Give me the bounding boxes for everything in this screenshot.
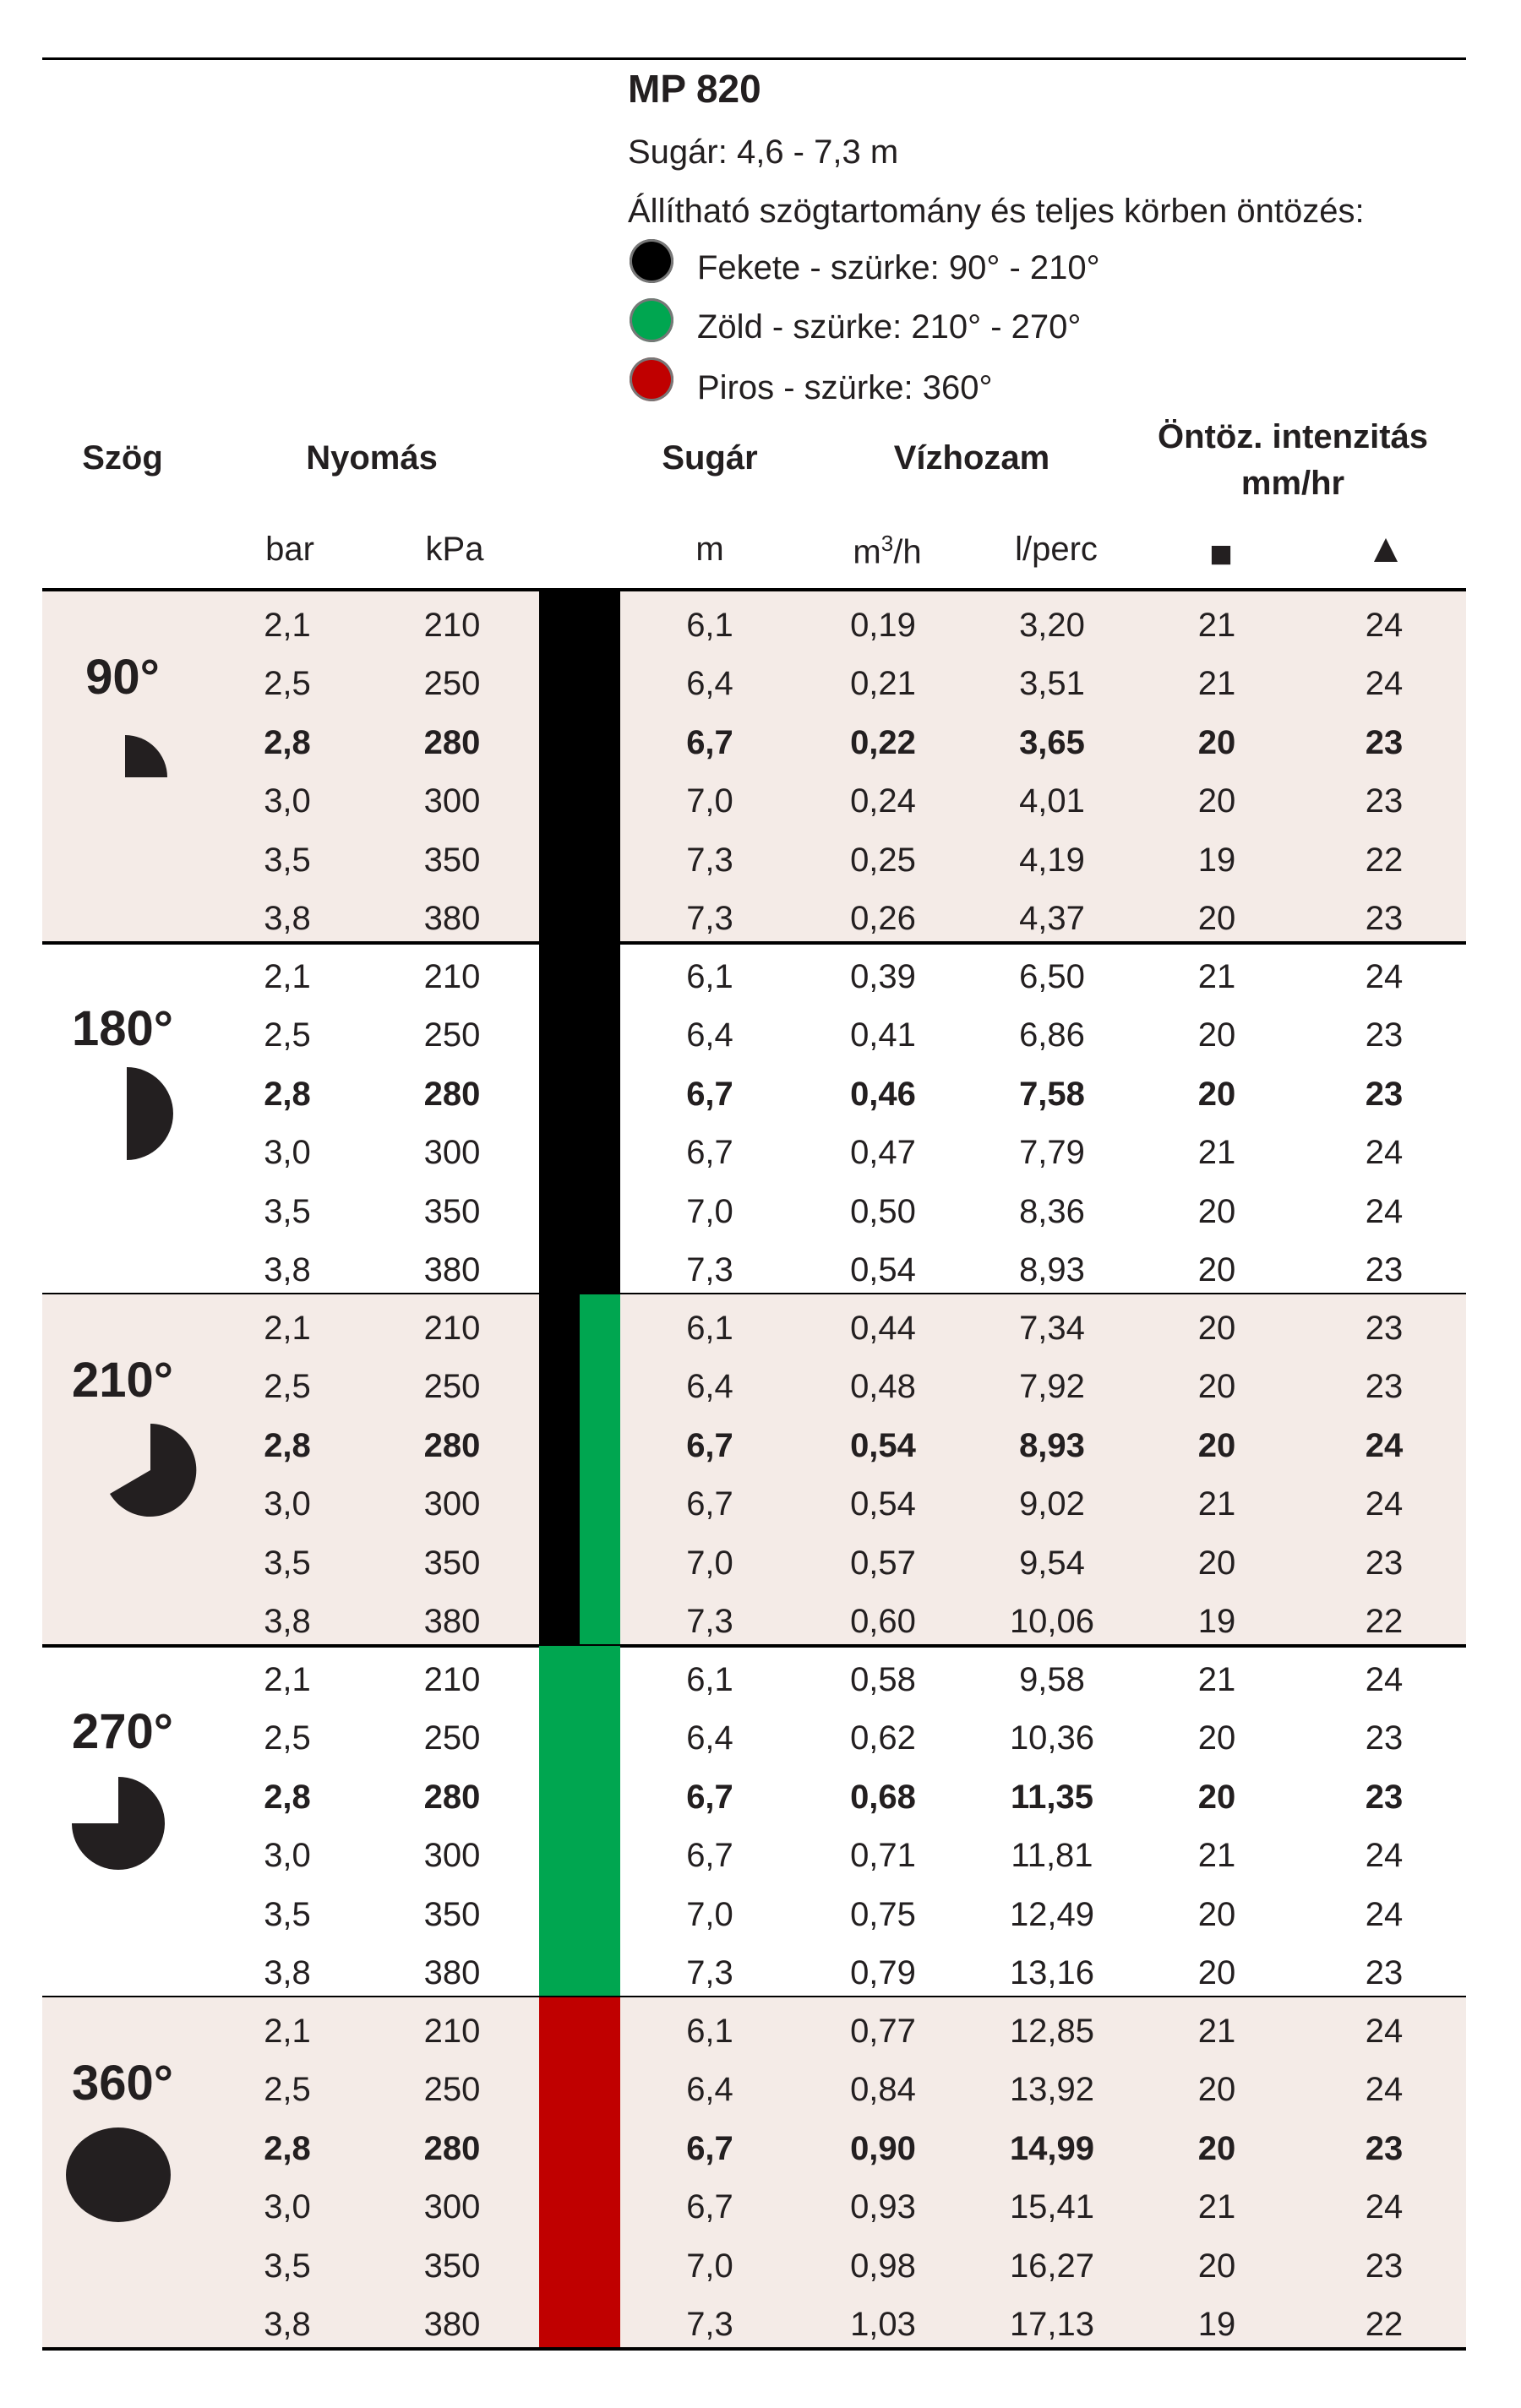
cell-lperc: 8,36 [1019, 1192, 1085, 1230]
cell-lperc: 10,36 [1009, 1719, 1095, 1757]
cell-bar: 3,5 [264, 2247, 311, 2285]
unit-bar: bar [265, 531, 314, 568]
cell-m: 7,0 [686, 1192, 733, 1230]
cell-kpa: 350 [423, 1544, 481, 1582]
cell-bar: 2,8 [264, 1426, 311, 1464]
cell-sq: 21 [1197, 2188, 1236, 2226]
cell-tri: 23 [1365, 1251, 1404, 1288]
cell-tri: 23 [1365, 1544, 1404, 1582]
table-row [42, 1650, 1466, 1709]
legend-dot-red [630, 357, 673, 401]
cell-sq: 21 [1197, 607, 1236, 644]
cell-bar: 3,0 [264, 1837, 311, 1875]
cell-kpa: 380 [423, 1954, 481, 1991]
cell-m: 6,7 [686, 1837, 733, 1875]
angle-label: 90° [85, 650, 160, 705]
cell-sq: 20 [1197, 900, 1236, 937]
cell-sq: 20 [1197, 1954, 1236, 1991]
cell-sq: 20 [1197, 782, 1236, 820]
cell-m: 6,4 [686, 2071, 733, 2109]
cell-bar: 2,1 [264, 607, 311, 644]
cell-kpa: 250 [423, 665, 481, 703]
cell-lperc: 16,27 [1009, 2247, 1095, 2285]
legend-dot-black [630, 239, 673, 283]
cell-m3h: 0,79 [850, 1954, 916, 1991]
unit-m3h [824, 531, 951, 571]
cell-m3h: 0,22 [850, 723, 916, 761]
cell-bar: 3,8 [264, 1603, 311, 1640]
table-row [42, 713, 1466, 772]
cell-tri: 23 [1365, 723, 1404, 761]
cell-bar: 3,0 [264, 1485, 311, 1523]
table-row [42, 2119, 1466, 2178]
cell-lperc: 17,13 [1009, 2306, 1095, 2343]
cell-tri: 24 [1365, 1485, 1404, 1523]
cell-tri: 24 [1365, 1895, 1404, 1933]
top-rule [42, 57, 1466, 60]
cell-bar: 3,5 [264, 1895, 311, 1933]
table-row [42, 1240, 1466, 1299]
cell-sq: 20 [1197, 1778, 1236, 1816]
cell-bar: 2,1 [264, 1661, 311, 1698]
legend-label-black: Fekete - szürke: 90° - 210° [697, 249, 1100, 286]
cell-m: 6,1 [686, 1310, 733, 1347]
cell-tri: 23 [1365, 1719, 1404, 1757]
cell-bar: 3,8 [264, 1954, 311, 1991]
cell-kpa: 300 [423, 782, 481, 820]
cell-lperc: 9,02 [1019, 1485, 1085, 1523]
cell-m: 6,4 [686, 1016, 733, 1054]
cell-kpa: 250 [423, 1016, 481, 1054]
cell-kpa: 210 [423, 1661, 481, 1698]
cell-m: 7,3 [686, 1603, 733, 1640]
cell-tri: 24 [1365, 1661, 1404, 1698]
cell-m3h: 0,58 [850, 1661, 916, 1698]
cell-sq: 21 [1197, 1837, 1236, 1875]
cell-lperc: 6,50 [1019, 958, 1085, 995]
cell-sq: 20 [1197, 2071, 1236, 2109]
cell-lperc: 7,92 [1019, 1368, 1085, 1406]
cell-m3h: 0,75 [850, 1895, 916, 1933]
cell-m: 7,3 [686, 900, 733, 937]
cell-sq: 20 [1197, 1368, 1236, 1406]
table-row [42, 2236, 1466, 2296]
cell-m3h: 0,19 [850, 607, 916, 644]
cell-m: 6,7 [686, 1134, 733, 1172]
cell-kpa: 350 [423, 2247, 481, 2285]
cell-m: 6,7 [686, 723, 733, 761]
cell-bar: 3,5 [264, 1192, 311, 1230]
cell-sq: 21 [1197, 1485, 1236, 1523]
cell-kpa: 280 [423, 1778, 481, 1816]
cell-tri: 24 [1365, 1134, 1404, 1172]
cell-tri: 24 [1365, 665, 1404, 703]
cell-tri: 24 [1365, 2013, 1404, 2050]
cell-m3h: 0,93 [850, 2188, 916, 2226]
cell-m: 7,3 [686, 841, 733, 879]
cell-bar: 3,8 [264, 2306, 311, 2343]
table-row [42, 1768, 1466, 1827]
cell-kpa: 250 [423, 1368, 481, 1406]
cell-lperc: 7,79 [1019, 1134, 1085, 1172]
header-angle: Szög [82, 439, 163, 477]
table-row [42, 1534, 1466, 1593]
legend-dot-green [630, 298, 673, 342]
table-row [42, 1592, 1466, 1651]
cell-bar: 2,8 [264, 1778, 311, 1816]
unit-lperc: l/perc [1015, 531, 1098, 568]
cell-sq: 20 [1197, 1544, 1236, 1582]
cell-sq: 20 [1197, 723, 1236, 761]
cell-bar: 3,0 [264, 2188, 311, 2226]
cell-sq: 20 [1197, 2129, 1236, 2167]
cell-sq: 20 [1197, 1075, 1236, 1113]
cell-m: 6,1 [686, 607, 733, 644]
angle-label: 210° [72, 1353, 173, 1408]
cell-m: 6,7 [686, 1075, 733, 1113]
table-row [42, 1943, 1466, 2002]
cell-tri: 23 [1365, 1310, 1404, 1347]
cell-bar: 2,5 [264, 665, 311, 703]
cell-kpa: 250 [423, 2071, 481, 2109]
cell-tri: 23 [1365, 782, 1404, 820]
cell-m3h: 0,46 [850, 1075, 916, 1113]
cell-bar: 2,8 [264, 1075, 311, 1113]
cell-m: 6,7 [686, 1426, 733, 1464]
cell-m3h: 0,62 [850, 1719, 916, 1757]
table-row [42, 1065, 1466, 1124]
cell-m3h: 0,71 [850, 1837, 916, 1875]
cell-m3h: 0,57 [850, 1544, 916, 1582]
cell-lperc: 3,51 [1019, 665, 1085, 703]
cell-m: 7,0 [686, 782, 733, 820]
radius-range: Sugár: 4,6 - 7,3 m [628, 133, 899, 171]
cell-sq: 20 [1197, 1192, 1236, 1230]
adjustable-range-label: Állítható szögtartomány és teljes körben öntözés: [628, 193, 1365, 230]
unit-m: m [695, 531, 724, 568]
table-row [42, 1123, 1466, 1182]
cell-lperc: 8,93 [1019, 1251, 1085, 1288]
cell-m: 7,3 [686, 1251, 733, 1288]
angle-section [42, 943, 1466, 1294]
cell-sq: 21 [1197, 1134, 1236, 1172]
cell-lperc: 13,16 [1009, 1954, 1095, 1991]
cell-kpa: 300 [423, 1134, 481, 1172]
cell-m3h: 0,98 [850, 2247, 916, 2285]
header-radius: Sugár [662, 439, 758, 477]
cell-m3h: 0,77 [850, 2013, 916, 2050]
cell-lperc: 6,86 [1019, 1016, 1085, 1054]
cell-m3h: 0,24 [850, 782, 916, 820]
cell-m3h: 0,54 [850, 1251, 916, 1288]
cell-sq: 21 [1197, 958, 1236, 995]
cell-m3h: 0,54 [850, 1426, 916, 1464]
cell-sq: 21 [1197, 1661, 1236, 1698]
table-row [42, 1299, 1466, 1358]
cell-m: 6,4 [686, 1368, 733, 1406]
cell-bar: 2,8 [264, 723, 311, 761]
cell-tri: 22 [1365, 2306, 1404, 2343]
table-row [42, 947, 1466, 1006]
cell-m3h: 0,26 [850, 900, 916, 937]
angle-section [42, 1294, 1466, 1646]
cell-bar: 2,1 [264, 1310, 311, 1347]
angle-section [42, 591, 1466, 943]
table-row [42, 771, 1466, 831]
table-row [42, 1416, 1466, 1475]
cell-lperc: 9,58 [1019, 1661, 1085, 1698]
cell-tri: 23 [1365, 2129, 1404, 2167]
header-intensity-line1: Öntöz. intenzitás [1158, 418, 1428, 455]
cell-tri: 23 [1365, 2247, 1404, 2285]
cell-tri: 24 [1365, 1426, 1404, 1464]
table-row [42, 1357, 1466, 1416]
cell-lperc: 8,93 [1019, 1426, 1085, 1464]
cell-kpa: 300 [423, 1837, 481, 1875]
header-flow: Vízhozam [893, 439, 1050, 477]
cell-sq: 20 [1197, 2247, 1236, 2285]
cell-m: 7,0 [686, 1895, 733, 1933]
cell-bar: 3,0 [264, 782, 311, 820]
cell-lperc: 12,85 [1009, 2013, 1095, 2050]
cell-kpa: 280 [423, 1426, 481, 1464]
cell-kpa: 300 [423, 2188, 481, 2226]
unit-m3h-sup: 3 [880, 531, 894, 556]
cell-sq: 20 [1197, 1426, 1236, 1464]
table-row [42, 1182, 1466, 1241]
unit-m3h-base: m [853, 533, 881, 571]
cell-m: 7,0 [686, 2247, 733, 2285]
cell-kpa: 250 [423, 1719, 481, 1757]
cell-tri: 24 [1365, 958, 1404, 995]
cell-tri: 24 [1365, 607, 1404, 644]
cell-m3h: 0,84 [850, 2071, 916, 2109]
cell-sq: 20 [1197, 1719, 1236, 1757]
cell-lperc: 4,19 [1019, 841, 1085, 879]
cell-lperc: 13,92 [1009, 2071, 1095, 2109]
cell-kpa: 210 [423, 2013, 481, 2050]
table-row [42, 2002, 1466, 2061]
cell-tri: 24 [1365, 1192, 1404, 1230]
cell-bar: 2,5 [264, 2071, 311, 2109]
cell-bar: 2,5 [264, 1368, 311, 1406]
cell-lperc: 4,01 [1019, 782, 1085, 820]
cell-lperc: 7,58 [1019, 1075, 1085, 1113]
cell-sq: 20 [1197, 1895, 1236, 1933]
cell-lperc: 11,35 [1011, 1778, 1093, 1816]
cell-sq: 21 [1197, 665, 1236, 703]
triangle-symbol-icon: ▲ [1366, 526, 1406, 571]
cell-m3h: 0,39 [850, 958, 916, 995]
table-row [42, 831, 1466, 890]
cell-sq: 20 [1197, 1016, 1236, 1054]
cell-m3h: 0,68 [850, 1778, 916, 1816]
cell-m3h: 1,03 [850, 2306, 916, 2343]
cell-sq: 20 [1197, 1310, 1236, 1347]
unit-m3h-rest: /h [893, 533, 922, 571]
cell-tri: 23 [1365, 1954, 1404, 1991]
page-title: MP 820 [628, 67, 761, 111]
cell-lperc: 7,34 [1019, 1310, 1085, 1347]
cell-bar: 3,0 [264, 1134, 311, 1172]
cell-m: 6,1 [686, 958, 733, 995]
cell-m: 7,3 [686, 1954, 733, 1991]
cell-m3h: 0,60 [850, 1603, 916, 1640]
cell-m3h: 0,90 [850, 2129, 916, 2167]
cell-m3h: 0,54 [850, 1485, 916, 1523]
bottom-rule [42, 2347, 1466, 2351]
cell-kpa: 280 [423, 2129, 481, 2167]
header-intensity-line2: mm/hr [1240, 465, 1345, 502]
angle-label: 270° [72, 1704, 173, 1759]
cell-lperc: 10,06 [1009, 1603, 1095, 1640]
cell-lperc: 15,41 [1009, 2188, 1095, 2226]
legend-label-green: Zöld - szürke: 210° - 270° [697, 308, 1082, 346]
cell-m: 6,4 [686, 665, 733, 703]
angle-label: 180° [72, 1001, 173, 1056]
table-row [42, 2177, 1466, 2236]
cell-bar: 2,1 [264, 2013, 311, 2050]
table-row [42, 654, 1466, 713]
cell-m: 6,4 [686, 1719, 733, 1757]
angle-section [42, 1646, 1466, 1997]
cell-m: 7,0 [686, 1544, 733, 1582]
cell-kpa: 350 [423, 841, 481, 879]
table-row [42, 1826, 1466, 1885]
cell-sq: 20 [1197, 1251, 1236, 1288]
cell-tri: 24 [1365, 2071, 1404, 2109]
cell-bar: 3,8 [264, 900, 311, 937]
cell-bar: 3,8 [264, 1251, 311, 1288]
cell-m3h: 0,47 [850, 1134, 916, 1172]
angle-section [42, 1997, 1466, 2349]
angle-label: 360° [72, 2056, 173, 2111]
cell-tri: 23 [1365, 1368, 1404, 1406]
cell-m3h: 0,50 [850, 1192, 916, 1230]
cell-lperc: 3,65 [1019, 723, 1085, 761]
header-pressure: Nyomás [306, 439, 438, 477]
table-row [42, 1474, 1466, 1534]
cell-kpa: 380 [423, 1251, 481, 1288]
cell-m: 6,1 [686, 2013, 733, 2050]
cell-m3h: 0,48 [850, 1368, 916, 1406]
cell-kpa: 300 [423, 1485, 481, 1523]
cell-m3h: 0,21 [850, 665, 916, 703]
header-intensity [1124, 414, 1462, 507]
table-row [42, 2060, 1466, 2119]
cell-lperc: 14,99 [1009, 2129, 1095, 2167]
cell-bar: 2,5 [264, 1719, 311, 1757]
cell-tri: 23 [1365, 1075, 1404, 1113]
cell-tri: 24 [1365, 2188, 1404, 2226]
cell-lperc: 3,20 [1019, 607, 1085, 644]
cell-tri: 23 [1365, 1016, 1404, 1054]
cell-kpa: 280 [423, 723, 481, 761]
cell-tri: 23 [1365, 1778, 1404, 1816]
table-row [42, 2295, 1466, 2354]
cell-lperc: 12,49 [1009, 1895, 1095, 1933]
cell-m: 7,3 [686, 2306, 733, 2343]
cell-bar: 2,1 [264, 958, 311, 995]
cell-kpa: 210 [423, 607, 481, 644]
cell-m: 6,7 [686, 1778, 733, 1816]
cell-tri: 23 [1365, 900, 1404, 937]
table-row [42, 1005, 1466, 1065]
cell-kpa: 380 [423, 2306, 481, 2343]
cell-m: 6,7 [686, 2129, 733, 2167]
cell-kpa: 210 [423, 958, 481, 995]
cell-m: 6,7 [686, 2188, 733, 2226]
cell-lperc: 4,37 [1019, 900, 1085, 937]
cell-m3h: 0,44 [850, 1310, 916, 1347]
table-row [42, 596, 1466, 655]
cell-kpa: 350 [423, 1895, 481, 1933]
cell-kpa: 210 [423, 1310, 481, 1347]
cell-m3h: 0,25 [850, 841, 916, 879]
cell-tri: 22 [1365, 1603, 1404, 1640]
cell-bar: 3,5 [264, 1544, 311, 1582]
cell-m: 6,7 [686, 1485, 733, 1523]
table-row [42, 1708, 1466, 1768]
cell-m3h: 0,41 [850, 1016, 916, 1054]
cell-kpa: 280 [423, 1075, 481, 1113]
cell-m: 6,1 [686, 1661, 733, 1698]
cell-kpa: 380 [423, 900, 481, 937]
legend-label-red: Piros - szürke: 360° [697, 369, 993, 406]
table-row [42, 1885, 1466, 1944]
cell-bar: 2,8 [264, 2129, 311, 2167]
cell-sq: 19 [1197, 2306, 1236, 2343]
cell-tri: 24 [1365, 1837, 1404, 1875]
cell-kpa: 380 [423, 1603, 481, 1640]
table-row [42, 889, 1466, 948]
cell-bar: 2,5 [264, 1016, 311, 1054]
unit-kpa: kPa [425, 531, 484, 568]
cell-sq: 21 [1197, 2013, 1236, 2050]
cell-lperc: 11,81 [1011, 1837, 1093, 1875]
cell-lperc: 9,54 [1019, 1544, 1085, 1582]
cell-bar: 3,5 [264, 841, 311, 879]
square-symbol-icon: ■ [1209, 531, 1233, 575]
cell-sq: 19 [1197, 1603, 1236, 1640]
cell-kpa: 350 [423, 1192, 481, 1230]
cell-tri: 22 [1365, 841, 1404, 879]
cell-sq: 19 [1197, 841, 1236, 879]
